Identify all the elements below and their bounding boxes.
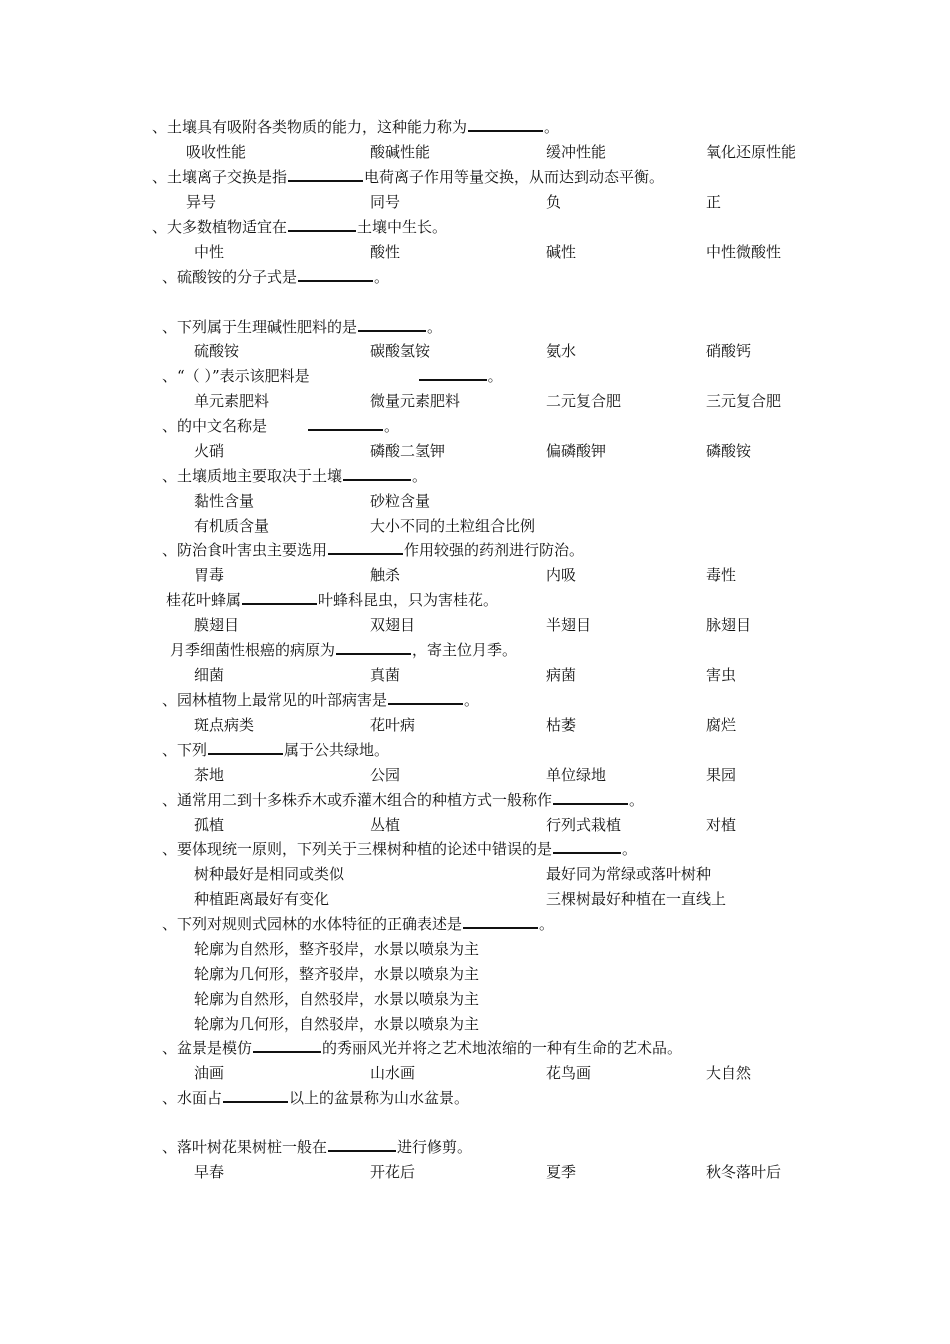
option-d[interactable]: 毒性 xyxy=(706,566,737,584)
answer-blank[interactable] xyxy=(223,1087,288,1103)
option-d[interactable]: 腐烂 xyxy=(706,716,737,734)
question-3 xyxy=(152,216,447,238)
question-2 xyxy=(152,166,664,188)
question-text: 、下列属于生理碱性肥料的是 xyxy=(162,318,358,336)
option-a[interactable]: 单元素肥料 xyxy=(194,392,270,410)
option-a[interactable]: 吸收性能 xyxy=(186,143,247,161)
question-text: 作用较强的药剂进行防治。 xyxy=(404,541,585,559)
question-text: 、要体现统一原则，下列关于三棵树种植的论述中错误的是 xyxy=(162,840,553,858)
answer-blank[interactable] xyxy=(468,116,543,132)
question-8 xyxy=(162,465,427,487)
option-c[interactable]: 夏季 xyxy=(546,1163,577,1181)
option-b[interactable]: 酸性 xyxy=(370,243,401,261)
option-b[interactable]: 丛植 xyxy=(370,816,401,834)
answer-blank[interactable] xyxy=(328,539,403,555)
option-a[interactable]: 胃毒 xyxy=(194,566,225,584)
option-b[interactable]: 轮廓为几何形，整齐驳岸，水景以喷泉为主 xyxy=(194,965,480,983)
question-text: 、下列 xyxy=(162,741,208,759)
question-text: 。 xyxy=(374,268,390,286)
option-a[interactable]: 油画 xyxy=(194,1064,225,1082)
question-13 xyxy=(162,739,389,761)
question-12 xyxy=(162,689,479,711)
answer-blank[interactable] xyxy=(553,789,628,805)
option-a[interactable]: 膜翅目 xyxy=(194,616,240,634)
option-c[interactable]: 花鸟画 xyxy=(546,1064,592,1082)
question-text: 、防治食叶害虫主要选用 xyxy=(162,541,328,559)
option-b[interactable]: 开花后 xyxy=(370,1163,416,1181)
answer-blank[interactable] xyxy=(343,465,411,481)
question-text: （ ）”表示该肥料是 xyxy=(184,367,310,385)
question-text: 。 xyxy=(464,691,480,709)
option-c[interactable]: 半翅目 xyxy=(546,616,592,634)
option-d[interactable]: 害虫 xyxy=(706,666,737,684)
option-b[interactable]: 碳酸氢铵 xyxy=(370,342,431,360)
option-a[interactable]: 黏性含量 xyxy=(194,492,255,510)
option-d[interactable]: 果园 xyxy=(706,766,737,784)
option-c[interactable]: 负 xyxy=(546,193,562,211)
option-d[interactable]: 中性微酸性 xyxy=(706,243,782,261)
option-d[interactable]: 秋冬落叶后 xyxy=(706,1163,782,1181)
option-a[interactable]: 细菌 xyxy=(194,666,225,684)
option-d[interactable]: 对植 xyxy=(706,816,737,834)
option-c[interactable]: 缓冲性能 xyxy=(546,143,607,161)
option-c[interactable]: 种植距离最好有变化 xyxy=(194,890,330,908)
option-d[interactable]: 三棵树最好种植在一直线上 xyxy=(546,890,727,908)
answer-blank[interactable] xyxy=(336,639,411,655)
option-b[interactable]: 公园 xyxy=(370,766,401,784)
option-a[interactable]: 火硝 xyxy=(194,442,225,460)
answer-blank[interactable] xyxy=(463,913,538,929)
question-17 xyxy=(162,1037,682,1059)
question-text: 进行修剪。 xyxy=(397,1138,473,1156)
question-text: 的秀丽风光并将之艺术地浓缩的一种有生命的艺术品。 xyxy=(322,1039,683,1057)
option-b[interactable]: 磷酸二氢钾 xyxy=(370,442,446,460)
question-1 xyxy=(152,116,559,138)
question-5 xyxy=(162,316,442,338)
option-b[interactable]: 真菌 xyxy=(370,666,401,684)
question-text: 属于公共绿地。 xyxy=(284,741,390,759)
answer-blank[interactable] xyxy=(388,689,463,705)
option-c[interactable]: 轮廓为自然形，自然驳岸，水景以喷泉为主 xyxy=(194,990,480,1008)
option-c[interactable]: 单位绿地 xyxy=(546,766,607,784)
option-a[interactable]: 轮廓为自然形，整齐驳岸，水景以喷泉为主 xyxy=(194,940,480,958)
question-text: 、园林植物上最常见的叶部病害是 xyxy=(162,691,388,709)
option-d[interactable]: 轮廓为几何形，自然驳岸，水景以喷泉为主 xyxy=(194,1015,480,1033)
option-b[interactable]: 砂粒含量 xyxy=(370,492,431,510)
question-text: 。 xyxy=(622,840,638,858)
question-16 xyxy=(162,913,554,935)
option-c[interactable]: 碱性 xyxy=(546,243,577,261)
question-text: 。 xyxy=(544,118,560,136)
question-text: 的中文名称是 xyxy=(177,417,268,435)
question-19 xyxy=(162,1136,472,1158)
option-a[interactable]: 早春 xyxy=(194,1163,225,1181)
option-a[interactable]: 硫酸铵 xyxy=(194,342,240,360)
question-text: 月季细菌性根癌的病原为 xyxy=(170,641,336,659)
option-b[interactable]: 花叶病 xyxy=(370,716,416,734)
answer-blank[interactable] xyxy=(288,216,356,232)
answer-blank[interactable] xyxy=(288,166,363,182)
answer-blank[interactable] xyxy=(253,1037,321,1053)
question-text: 、土壤离子交换是指 xyxy=(152,168,288,186)
answer-blank[interactable] xyxy=(419,365,487,381)
question-text: 。 xyxy=(384,417,400,435)
option-a[interactable]: 树种最好是相同或类似 xyxy=(194,865,345,883)
answer-blank[interactable] xyxy=(358,316,426,332)
option-b[interactable]: 微量元素肥料 xyxy=(370,392,461,410)
question-text: 、通常用二到十多株乔木或乔灌木组合的种植方式一般称作 xyxy=(162,791,553,809)
option-d[interactable]: 大自然 xyxy=(706,1064,752,1082)
option-c[interactable]: 二元复合肥 xyxy=(546,392,622,410)
question-7 xyxy=(162,415,399,437)
question-15 xyxy=(162,838,637,860)
option-c[interactable]: 内吸 xyxy=(546,566,577,584)
question-text: ，寄主位月季。 xyxy=(412,641,518,659)
question-text: 、 xyxy=(162,417,178,435)
question-4 xyxy=(162,266,389,288)
question-text: 。 xyxy=(412,467,428,485)
option-a[interactable]: 斑点病类 xyxy=(194,716,255,734)
question-text: 。 xyxy=(487,367,503,385)
question-text: 土壤中生长。 xyxy=(357,218,448,236)
question-text: 桂花叶蜂属 xyxy=(166,591,242,609)
question-text: 。 xyxy=(629,791,645,809)
option-a[interactable]: 中性 xyxy=(194,243,225,261)
option-c[interactable]: 氨水 xyxy=(546,342,577,360)
option-b[interactable]: 同号 xyxy=(370,193,401,211)
option-a[interactable]: 茶地 xyxy=(194,766,225,784)
option-d[interactable]: 大小不同的土粒组合比例 xyxy=(370,517,536,535)
option-a[interactable]: 孤植 xyxy=(194,816,225,834)
answer-blank[interactable] xyxy=(328,1136,396,1152)
option-d[interactable]: 磷酸铵 xyxy=(706,442,752,460)
option-c[interactable]: 有机质含量 xyxy=(194,517,270,535)
question-text: 、大多数植物适宜在 xyxy=(152,218,288,236)
question-text: 、水面占 xyxy=(162,1089,223,1107)
question-text: 、土壤质地主要取决于土壤 xyxy=(162,467,343,485)
answer-blank[interactable] xyxy=(553,838,621,854)
answer-blank[interactable] xyxy=(208,739,283,755)
option-c[interactable]: 枯萎 xyxy=(546,716,577,734)
question-text: 叶蜂科昆虫，只为害桂花。 xyxy=(318,591,499,609)
option-c[interactable]: 行列式栽植 xyxy=(546,816,622,834)
option-d[interactable]: 三元复合肥 xyxy=(706,392,782,410)
question-11 xyxy=(170,639,517,661)
question-text: 、下列对规则式园林的水体特征的正确表述是 xyxy=(162,915,463,933)
question-9 xyxy=(162,539,584,561)
question-text: 、盆景是模仿 xyxy=(162,1039,253,1057)
option-b[interactable]: 双翅目 xyxy=(370,616,416,634)
answer-blank[interactable] xyxy=(242,589,317,605)
question-text: 。 xyxy=(427,318,443,336)
option-d[interactable]: 正 xyxy=(706,193,722,211)
option-d[interactable]: 脉翅目 xyxy=(706,616,752,634)
question-10 xyxy=(166,589,498,611)
option-b[interactable]: 触杀 xyxy=(370,566,401,584)
question-18 xyxy=(162,1087,469,1109)
question-text: 、硫酸铵的分子式是 xyxy=(162,268,298,286)
answer-blank[interactable] xyxy=(298,266,373,282)
option-a[interactable]: 异号 xyxy=(186,193,217,211)
question-text: 、土壤具有吸附各类物质的能力，这种能力称为 xyxy=(152,118,468,136)
option-d[interactable]: 氧化还原性能 xyxy=(706,143,797,161)
answer-blank[interactable] xyxy=(308,415,383,431)
question-text: 电荷离子作用等量交换，从而达到动态平衡。 xyxy=(364,168,665,186)
option-b[interactable]: 山水画 xyxy=(370,1064,416,1082)
question-14 xyxy=(162,789,644,811)
question-text: 。 xyxy=(539,915,555,933)
option-c[interactable]: 病菌 xyxy=(546,666,577,684)
option-b[interactable]: 酸碱性能 xyxy=(370,143,431,161)
question-text: 、落叶树花果树桩一般在 xyxy=(162,1138,328,1156)
option-b[interactable]: 最好同为常绿或落叶树种 xyxy=(546,865,712,883)
question-text: 以上的盆景称为山水盆景。 xyxy=(289,1089,470,1107)
option-d[interactable]: 硝酸钙 xyxy=(706,342,752,360)
option-c[interactable]: 偏磷酸钾 xyxy=(546,442,607,460)
question-text: 、“ xyxy=(162,367,185,385)
question-6 xyxy=(162,365,503,387)
